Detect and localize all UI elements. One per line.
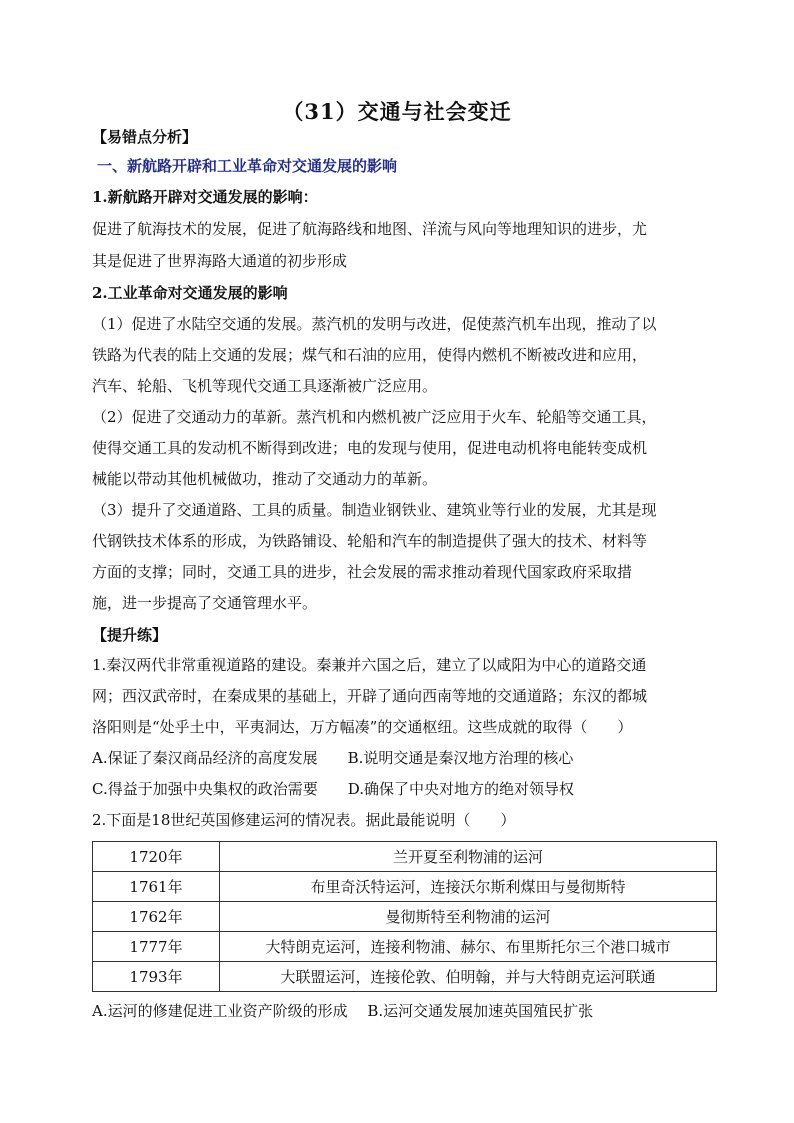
table-cell-desc: 兰开夏至利物浦的运河 xyxy=(220,842,717,872)
sub2-body-line: 械能以带动其他机械做功，推动了交通动力的革新。 xyxy=(92,470,438,488)
q1-stem-line: 洛阳则是“处乎土中，平夷洞达，万方幅凑”的交通枢纽。这些成就的取得（ ） xyxy=(92,718,633,736)
q1-options-line: A.保证了秦汉商品经济的高度发展 B.说明交通是秦汉地方治理的核心 xyxy=(92,749,574,767)
q1-stem-line: 1.秦汉两代非常重视道路的建设。秦兼并六国之后，建立了以咸阳为中心的道路交通 xyxy=(92,656,647,674)
section-practice: 【提升练】 xyxy=(92,626,168,644)
sub2-body-line: （1）促进了水陆空交通的发展。蒸汽机的发明与改进，促使蒸汽机车出现，推动了以 xyxy=(92,315,657,333)
sub1-body-line: 促进了航海技术的发展，促进了航海路线和地图、洋流与风向等地理知识的进步，尤 xyxy=(92,220,648,238)
table-cell-year: 1720年 xyxy=(93,842,220,872)
sub2-body-line: 铁路为代表的陆上交通的发展；煤气和石油的应用，使得内燃机不断被改进和应用， xyxy=(92,346,648,364)
q2-stem: 2.下面是18世纪英国修建运河的情况表。据此最能说明（ ） xyxy=(92,811,516,829)
table-cell-year: 1761年 xyxy=(93,872,220,902)
canal-table xyxy=(92,841,717,992)
table-cell-year: 1793年 xyxy=(93,962,220,992)
table-cell-desc: 大联盟运河，连接伦敦、伯明翰，并与大特朗克运河联通 xyxy=(220,962,717,992)
table-cell-desc: 布里奇沃特运河，连接沃尔斯利煤田与曼彻斯特 xyxy=(220,872,717,902)
sub1-heading: 1.新航路开辟对交通发展的影响： xyxy=(92,188,318,206)
sub2-body-line: 代钢铁技术体系的形成，为铁路铺设、轮船和汽车的制造提供了强大的技术、材料等 xyxy=(92,532,648,550)
table-row xyxy=(93,872,717,902)
page-title: （31）交通与社会变迁 xyxy=(282,99,512,124)
table-cell-year: 1762年 xyxy=(93,902,220,932)
sub2-body-line: （2）促进了交通动力的革新。蒸汽机和内燃机被广泛应用于火车、轮船等交通工具， xyxy=(92,408,657,426)
sub2-heading: 2.工业革命对交通发展的影响 xyxy=(92,284,288,302)
table-cell-desc: 曼彻斯特至利物浦的运河 xyxy=(220,902,717,932)
table-cell-desc: 大特朗克运河，连接利物浦、赫尔、布里斯托尔三个港口城市 xyxy=(220,932,717,962)
section-error-analysis: 【易错点分析】 xyxy=(92,128,198,146)
heading-navigation-industrial: 一、新航路开辟和工业革命对交通发展的影响 xyxy=(97,157,398,175)
q1-stem-line: 网；西汉武帝时，在秦成果的基础上，开辟了通向西南等地的交通道路；东汉的都城 xyxy=(92,687,648,705)
table-row xyxy=(93,842,717,872)
table-row xyxy=(93,962,717,992)
table-row xyxy=(93,932,717,962)
sub2-body-line: 汽车、轮船、飞机等现代交通工具逐渐被广泛应用。 xyxy=(92,377,438,395)
sub1-body-line: 其是促进了世界海路大通道的初步形成 xyxy=(92,252,348,270)
table-cell-year: 1777年 xyxy=(93,932,220,962)
sub2-body-line: 方面的支撑；同时，交通工具的进步，社会发展的需求推动着现代国家政府采取措 xyxy=(92,563,633,581)
q1-options-line: C.得益于加强中央集权的政治需要 D.确保了中央对地方的绝对领导权 xyxy=(92,780,574,798)
sub2-body-line: 施，进一步提高了交通管理水平。 xyxy=(92,594,318,612)
sub2-body-line: 使得交通工具的发动机不断得到改进；电的发现与使用，促进电动机将电能转变成机 xyxy=(92,439,648,457)
sub2-body-line: （3）提升了交通道路、工具的质量。制造业钢铁业、建筑业等行业的发展，尤其是现 xyxy=(92,501,657,519)
table-row xyxy=(93,902,717,932)
q2-options-line: A.运河的修建促进工业资产阶级的形成 B.运河交通发展加速英国殖民扩张 xyxy=(92,1002,594,1020)
